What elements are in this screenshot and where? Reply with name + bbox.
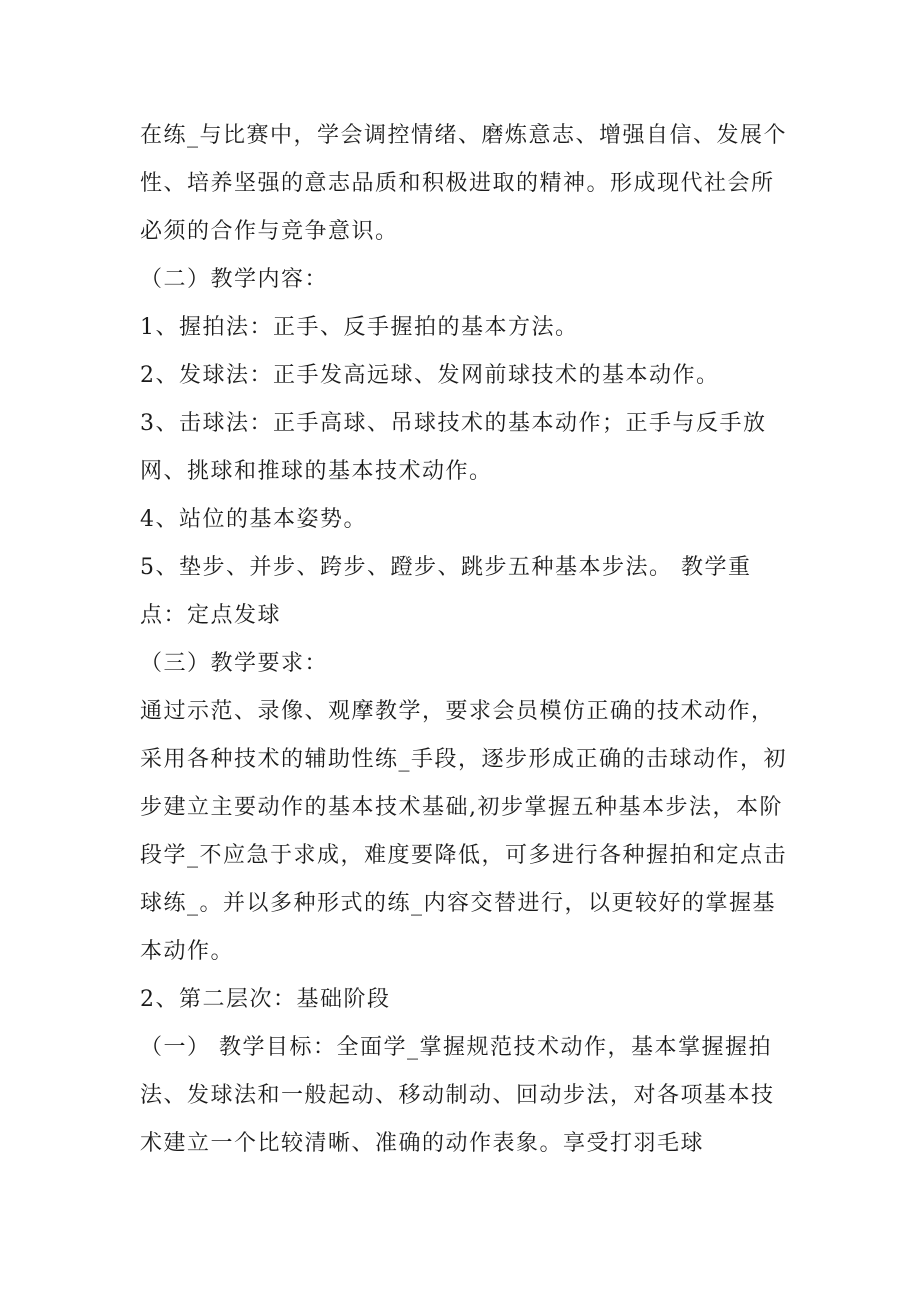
paragraph-teaching-objectives: （一） 教学目标：全面学_掌握规范技术动作，基本掌握握拍法、发球法和一般起动、移动制动、回动步法，对各项基本技术建立一个比较清晰、准确的动作表象。享受打羽毛球 [140, 1035, 775, 1156]
paragraph-teaching-requirements: 通过示范、录像、观摩教学，要求会员模仿正确的技术动作，采用各种技术的辅助性练_手段，逐步形成正确的击球动作，初步建立主要动作的基本技术基础,初步掌握五种基本步法，本阶段学_不应急于求成，难度要降低，可多进行各种握拍和定点击球练_。并以多种形式的练_内容交替进行，以更较好的掌握基本动作。 [140, 699, 788, 964]
document-body [140, 112, 790, 1168]
heading-second-level: 2、第二层次：基础阶段 [140, 987, 391, 1012]
heading-teaching-content: （二）教学内容： [140, 267, 329, 292]
list-item-stroke: 3、击球法：正手高球、吊球技术的基本动作；正手与反手放网、挑球和推球的基本技术动作。 [140, 411, 767, 484]
list-item-footwork: 5、垫步、并步、跨步、蹬步、跳步五种基本步法。 教学重点：定点发球 [140, 555, 752, 628]
list-item-serve: 2、发球法：正手发高远球、发网前球技术的基本动作。 [140, 363, 720, 388]
paragraph-training-goals-continued: 在练_与比赛中，学会调控情绪、磨炼意志、增强自信、发展个性、培养坚强的意志品质和积极进取的精神。形成现代社会所必须的合作与竞争意识。 [140, 123, 788, 244]
list-item-grip: 1、握拍法：正手、反手握拍的基本方法。 [140, 315, 579, 340]
heading-teaching-requirements: （三）教学要求： [140, 651, 329, 676]
list-item-stance: 4、站位的基本姿势。 [140, 507, 367, 532]
